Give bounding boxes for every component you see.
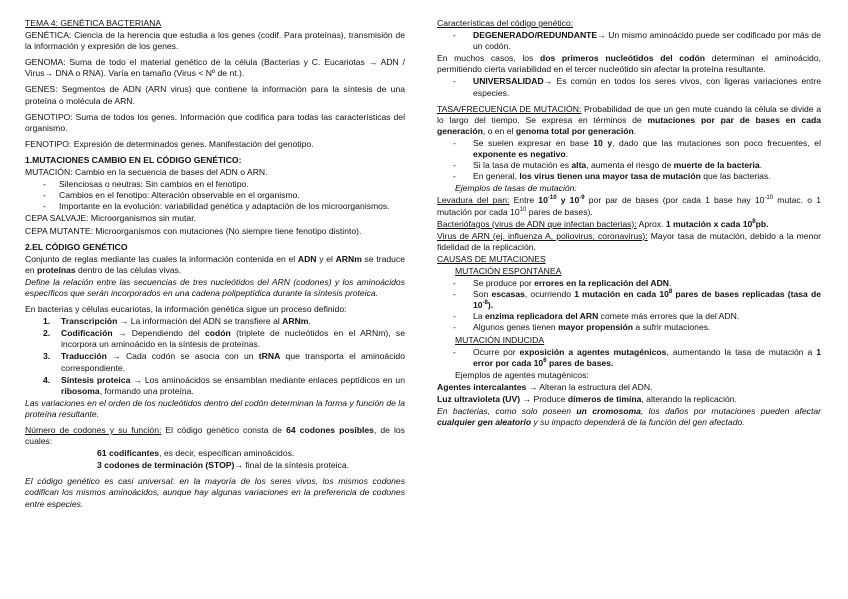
list-item: - UNIVERSALIDAD→ Es común en todos los seres vivos, con ligeras variaciones entre especies. xyxy=(453,76,821,98)
inducida-list xyxy=(437,347,821,369)
universal-note: El código genético es casi universal: en la mayoría de los seres vivos, los mismos codones codifican los mismos aminoácidos, aunque hay algunas variaciones en la preferencia de codones entre especies. xyxy=(25,476,405,509)
process-steps-list xyxy=(25,316,405,397)
list-item: - Importante en la evolución: variabilidad genética y adaptación de los microorganismos. xyxy=(43,201,390,212)
luz-ultravioleta: Luz ultravioleta (UV) → Produce dímeros de timina, alterando la replicación. xyxy=(437,394,737,404)
list-item: 2. Codificación → Dependiendo del codón (triplete de nucleótidos en el ARNm), se incorpora un aminoácido en la síntesis de proteínas. xyxy=(43,328,406,350)
list-item: 3. Traducción → Cada codón se asocia con un tRNA que transporta el aminoácido correspondiente. xyxy=(43,351,405,373)
proceso-intro: En bacterias y células eucariotas, la información genética sigue un proceso definido: xyxy=(25,304,347,315)
list-item: - DEGENERADO/REDUNDANTE→ Un mismo aminoácido puede ser codificado por más de un codón. xyxy=(453,30,821,52)
right-column xyxy=(437,18,821,433)
codones-terminacion: 3 codones de terminación (STOP)→ final de la síntesis proteica. xyxy=(97,460,350,471)
degenerado-list xyxy=(437,30,821,52)
universalidad-list xyxy=(437,76,821,98)
fenotipo-definition: FENOTIPO: Expresión de determinados genes. Manifestación del genotipo. xyxy=(25,138,314,149)
cepa-salvaje: CEPA SALVAJE: Microorganismos sin mutar. xyxy=(25,213,196,224)
cepa-mutante: CEPA MUTANTE: Microorganismos con mutaciones (No siempre tiene fenotipo distinto). xyxy=(25,225,362,236)
section-2-heading: 2.EL CÓDIGO GENÉTICO xyxy=(25,241,128,252)
list-item: - Se suelen expresar en base 10 y, dado que las mutaciones son poco frecuentes, el exponente es negativo. xyxy=(453,137,821,160)
numero-codones: Número de codones y su función: El código genético consta de 64 codones posibles, de los cuales: xyxy=(25,425,405,447)
ejemplos-agentes: Ejemplos de agentes mutagénicos: xyxy=(455,369,589,380)
list-item: - Ocurre por exposición a agentes mutagénicos, aumentando la tasa de mutación a 1 error por cada $10^6$ pares de bases. xyxy=(453,346,821,368)
caracteristicas-heading: Características del código genético: xyxy=(437,18,574,28)
mutacion-definition: MUTACIÓN: Cambio en la secuencia de bases del ADN o ARN. xyxy=(25,167,268,178)
tasa-mutacion: TASA/FRECUENCIA DE MUTACIÓN: Probabilidad de que un gen mute cuando la célula se divide a lo largo del tiempo. Se expresa en términos de mutaciones por par de bases en cada generación, o en el genoma total por generación. xyxy=(437,103,822,136)
codigo-genetico-definition: Conjunto de reglas mediante las cuales la información contenida en el ADN y el ARNm se traduce en proteínas dentro de las células vivas. xyxy=(25,253,405,275)
espontanea-list xyxy=(437,278,821,333)
define-relacion-note: Define la relación entre las secuencias de tres nucleótidos del ARN (codones) y los aminoácidos específicos que serán incorporados en una cadena polipeptídica durante la síntesis proteica. xyxy=(25,276,405,298)
list-item: - Cambios en el fenotipo: Alteración observable en el organismo. xyxy=(43,190,300,201)
muchos-casos: En muchos casos, los dos primeros nucleótidos del codón determinan el aminoácido, permitiendo cierta variabilidad en el tercer nucleótido sin afectar la proteína resultante. xyxy=(437,53,821,75)
ejemplos-tasa: Ejemplos de tasas de mutación: xyxy=(455,183,577,194)
genes-definition: GENES: Segmentos de ADN (ARN virus) que contiene la información para la síntesis de una proteína o molécula de ARN. xyxy=(25,84,405,106)
mutation-types-list xyxy=(25,179,405,212)
virus-arn-example: Virus de ARN (ej. influenza A, poliovirus, coronavirus): Mayor tasa de mutación, debido a la menor fidelidad de la replicación. xyxy=(437,230,822,252)
list-item: - Se produce por errores en la replicación del ADN. xyxy=(453,278,672,289)
section-1-heading: 1.MUTACIONES CAMBIO EN EL CÓDIGO GENÉTICO: xyxy=(25,154,242,165)
bacteriofagos-example: Bacteriófagos (virus de ADN que infectan bacterias): Aprox. 1 mutación x cada $10^8pb$. xyxy=(437,218,769,229)
list-item: 1. Transcripción → La información del ADN se transfiere al ARNm. xyxy=(43,316,311,327)
list-item: - Silenciosas o neutras: Sin cambios en el fenotipo. xyxy=(43,179,249,190)
causas-heading: CAUSAS DE MUTACIONES xyxy=(437,253,546,264)
inducida-heading: MUTACIÓN INDUCIDA xyxy=(455,334,545,345)
espontanea-heading: MUTACIÓN ESPONTÁNEA xyxy=(455,265,562,276)
final-note: En bacterias, como solo poseen un cromosoma, los daños por mutaciones pueden afectar cualquier gen aleatorio y su impacto dependerá de la función del gen afectado. xyxy=(437,406,821,428)
codones-codificantes: 61 codificantes, es decir, especifican aminoácidos. xyxy=(97,448,295,459)
left-column xyxy=(25,18,405,515)
list-item: - La enzima replicadora del ARN comete más errores que la del ADN. xyxy=(453,311,740,322)
variaciones-note: Las variaciones en el orden de los nucleótidos dentro del codón determinan la forma y función de la proteína resultante. xyxy=(25,397,405,419)
list-item: - Si la tasa de mutación es alta, aumenta el riesgo de muerte de la bacteria. xyxy=(453,160,763,171)
list-item: - Algunos genes tienen mayor propensión a sufrir mutaciones. xyxy=(453,322,711,333)
list-item: - En general, los virus tienen una mayor tasa de mutación que las bacterias. xyxy=(453,171,771,182)
list-item: - Son escasas, ocurriendo 1 mutación en cada $10^8$ pares de bases replicadas (tasa de $10^{-8}$). xyxy=(453,289,821,311)
document-title: TEMA 4: GENÉTICA BACTERIANA xyxy=(25,18,162,28)
list-item: 4. Síntesis proteica → Los aminoácidos se ensamblan mediante enlaces peptídicos en un ribosoma, formando una proteína. xyxy=(43,374,405,396)
agentes-intercalantes: Agentes intercalantes → Alteran la estructura del ADN. xyxy=(437,381,653,392)
genetica-definition: GENÉTICA: Ciencia de la herencia que estudia a los genes (codif. Para proteínas), transmisión de la información y expresión de los genes. xyxy=(25,30,405,52)
tasa-list xyxy=(437,138,821,182)
genoma-definition: GENOMA: Suma de todo el material genético de la célula (Bacterias y C. Eucariotas → ADN / Virus→ DNA o RNA). Varía en tamaño (Virus < Nº de nt.). xyxy=(25,57,405,79)
levadura-example: Levadura del pan: Entre $10^{-10}$ y $10^{-9}$ por par de bases (por cada 1 base hay $10^{-10}$ mutac. o 1 mutación por cada $10^{10}$ pares de bases). xyxy=(437,195,821,217)
genotipo-definition: GENOTIPO: Suma de todos los genes. Información que codifica para todas las características del organismo. xyxy=(25,111,405,133)
